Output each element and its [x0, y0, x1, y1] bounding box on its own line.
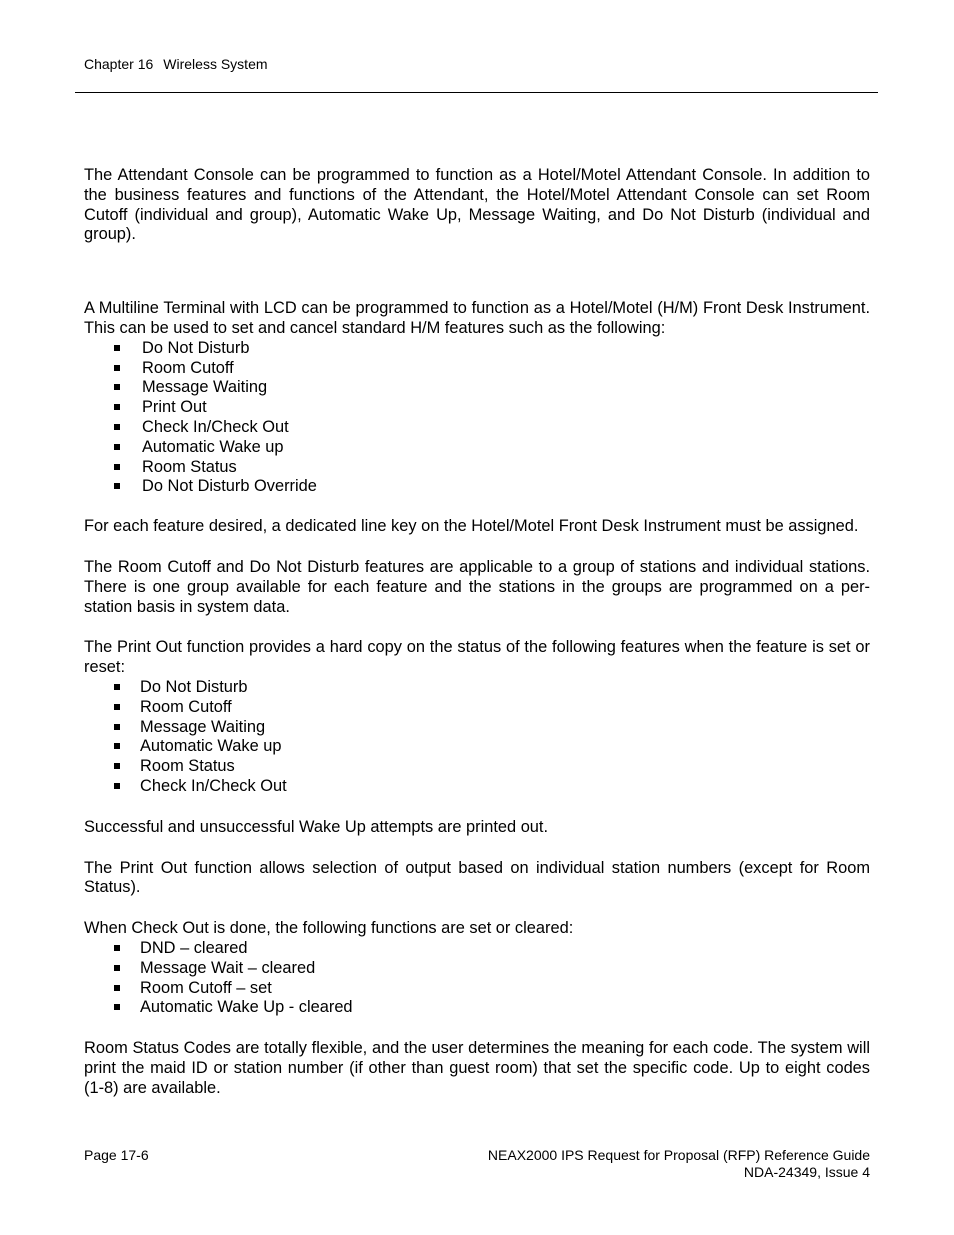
list-item: Check In/Check Out: [84, 777, 870, 797]
list-item: DND – cleared: [84, 939, 870, 959]
page-header: [84, 56, 268, 72]
square-bullet-icon: [114, 985, 120, 991]
paragraph-group-features: The Room Cutoff and Do Not Disturb features are applicable to a group of stations and individual stations. There is one group available for each feature and the stations in the groups are programmed on a per-station basis in system data.: [84, 557, 870, 616]
paragraph-print-selection: The Print Out function allows selection of output based on individual station numbers (except for Room Status).: [84, 858, 870, 897]
paragraph-wake-up: Successful and unsuccessful Wake Up attempts are printed out.: [84, 817, 549, 836]
paragraph-print-out: The Print Out function provides a hard copy on the status of the following features when the feature is set or reset:: [84, 638, 870, 677]
list-item: Room Cutoff: [84, 359, 870, 379]
list-item: Message Waiting: [84, 378, 870, 398]
paragraph-check-out: When Check Out is done, the following functions are set or cleared:: [84, 919, 574, 938]
square-bullet-icon: [114, 704, 120, 710]
list-item: Print Out: [84, 398, 870, 418]
list-item: Room Cutoff: [84, 698, 870, 718]
list-item: Check In/Check Out: [84, 418, 870, 438]
guide-title: NEAX2000 IPS Request for Proposal (RFP) Reference Guide: [487, 1147, 870, 1163]
square-bullet-icon: [114, 724, 120, 730]
header-rule: [75, 92, 878, 93]
square-bullet-icon: [114, 464, 120, 470]
check-out-function-list: [84, 939, 870, 1018]
square-bullet-icon: [114, 424, 120, 430]
list-item: Automatic Wake up: [84, 438, 870, 458]
print-out-feature-list: [84, 678, 870, 797]
list-item: Message Waiting: [84, 718, 870, 738]
list-item: Message Wait – cleared: [84, 959, 870, 979]
paragraph-multiline-terminal: A Multiline Terminal with LCD can be programmed to function as a Hotel/Motel (H/M) Front Desk Instrument. This can be used to set and cancel standard H/M features such as the following:: [84, 299, 870, 337]
front-desk-feature-list: [84, 339, 870, 497]
paragraph-room-status: Room Status Codes are totally flexible, and the user determines the meaning for each code. The system will print the maid ID or station number (if other than guest room) that set the specific code. Up to eight codes (1-8) are available.: [84, 1039, 870, 1097]
list-item: Room Status: [84, 458, 870, 478]
page-body: [84, 166, 870, 1098]
square-bullet-icon: [114, 965, 120, 971]
document-id: NDA-24349, Issue 4: [743, 1163, 870, 1180]
page-number: Page 17-6: [84, 1147, 149, 1163]
square-bullet-icon: [114, 345, 120, 351]
square-bullet-icon: [114, 743, 120, 749]
square-bullet-icon: [114, 384, 120, 390]
paragraph-line-key: For each feature desired, a dedicated line key on the Hotel/Motel Front Desk Instrument must be assigned.: [84, 517, 859, 536]
square-bullet-icon: [114, 783, 120, 789]
list-item: Room Status: [84, 757, 870, 777]
square-bullet-icon: [114, 365, 120, 371]
square-bullet-icon: [114, 404, 120, 410]
chapter-title: Wireless System: [163, 56, 268, 72]
square-bullet-icon: [114, 1004, 120, 1010]
page-footer: [488, 1147, 870, 1180]
chapter-number: Chapter 16: [84, 56, 154, 72]
square-bullet-icon: [114, 945, 120, 951]
square-bullet-icon: [114, 444, 120, 450]
square-bullet-icon: [114, 684, 120, 690]
list-item: Do Not Disturb Override: [84, 477, 870, 497]
list-item: Automatic Wake Up - cleared: [84, 998, 870, 1018]
list-item: Do Not Disturb: [84, 678, 870, 698]
paragraph-attendant-console: The Attendant Console can be programmed to function as a Hotel/Motel Attendant Console. In addition to the business features and functions of the Attendant, the Hotel/Motel Attendant Console can set Room Cutoff (individual and group), Automatic Wake Up, Message Waiting, and Do Not Disturb (individual and group).: [84, 166, 870, 244]
list-item: Do Not Disturb: [84, 339, 870, 359]
list-item: Room Cutoff – set: [84, 979, 870, 999]
square-bullet-icon: [114, 483, 120, 489]
square-bullet-icon: [114, 763, 120, 769]
list-item: Automatic Wake up: [84, 737, 870, 757]
